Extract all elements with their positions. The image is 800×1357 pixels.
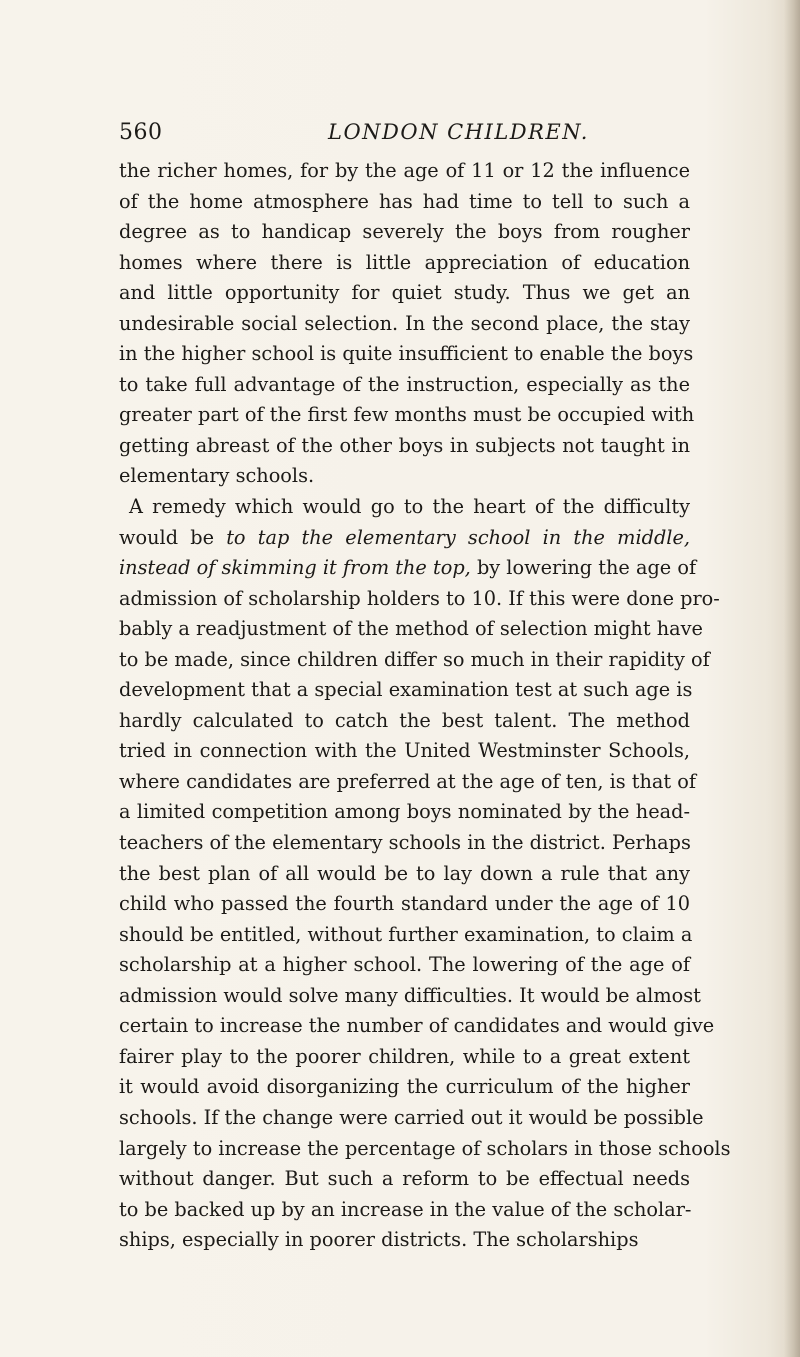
text-line: schools. If the change were carried out it would be possible (119, 1105, 704, 1129)
text-line: homes where there is little appreciation of education (119, 250, 690, 274)
text-line (119, 492, 690, 523)
text-line: to be made, since children differ so much in their rapidity of (119, 647, 710, 671)
text-line: child who passed the fourth standard under the age of 10 (119, 892, 690, 916)
text-line: admission would solve many difficulties. It would be almost (119, 983, 701, 1007)
text-line: tried in connection with the United Westminster Schools, (119, 739, 690, 763)
text-line: admission of scholarship holders to 10. If this were done pro- (119, 586, 720, 610)
page-edge-shadow (784, 0, 800, 1357)
text-line: a limited competition among boys nominated by the head- (119, 800, 690, 824)
text-line: without danger. But such a reform to be effectual needs (119, 1167, 690, 1191)
text-line (119, 523, 690, 554)
text-line: hardly calculated to catch the best talent. The method (119, 708, 690, 732)
text-line: degree as to handicap severely the boys from rougher (119, 220, 690, 244)
text-line: in the higher school is quite insufficient to enable the boys (119, 342, 694, 366)
text-line: it would avoid disorganizing the curriculum of the higher (119, 1075, 690, 1099)
text-line: teachers of the elementary schools in the district. Perhaps (119, 831, 691, 855)
text-segment: A remedy which would go to the heart of the difficulty (129, 495, 690, 519)
text-line: of the home atmosphere has had time to tell to such a (119, 189, 690, 213)
italic-phrase: to tap the elementary school in the middle, (226, 525, 690, 549)
text-line: certain to increase the number of candidates and would give (119, 1014, 715, 1038)
page-number: 560 (119, 120, 163, 145)
text-line: ships, especially in poorer districts. The scholarships (119, 1228, 639, 1252)
text-line: elementary schools. (119, 464, 315, 488)
text-line: bably a readjustment of the method of selection might have (119, 617, 703, 641)
body-text (119, 156, 731, 1256)
text-line: where candidates are preferred at the age of ten, is that of (119, 769, 697, 793)
text-line: to be backed up by an increase in the value of the scholar- (119, 1197, 692, 1221)
italic-phrase: instead of skimming it from the top, (119, 556, 471, 580)
text-line: undesirable social selection. In the second place, the stay (119, 311, 690, 335)
text-line: to take full advantage of the instruction, especially as the (119, 372, 690, 396)
text-line: getting abreast of the other boys in subjects not taught in (119, 433, 690, 457)
text-line: largely to increase the percentage of scholars in those schools (119, 1136, 731, 1160)
text-line: the best plan of all would be to lay down a rule that any (119, 861, 690, 885)
text-segment: would be (119, 525, 227, 549)
running-title: LONDON CHILDREN. (328, 120, 589, 144)
text-line: the richer homes, for by the age of 11 or 12 the influence (119, 159, 690, 182)
text-line: and little opportunity for quiet study. Thus we get an (119, 281, 690, 305)
text-line (119, 553, 697, 584)
text-line: development that a special examination test at such age is (119, 678, 693, 702)
text-line: scholarship at a higher school. The lowering of the age of (119, 953, 690, 977)
text-line: fairer play to the poorer children, while to a great extent (119, 1044, 690, 1068)
text-segment: by lowering the age of (470, 556, 697, 580)
running-head (119, 118, 690, 152)
text-line: greater part of the first few months must be occupied with (119, 403, 695, 427)
text-line: should be entitled, without further examination, to claim a (119, 922, 693, 946)
